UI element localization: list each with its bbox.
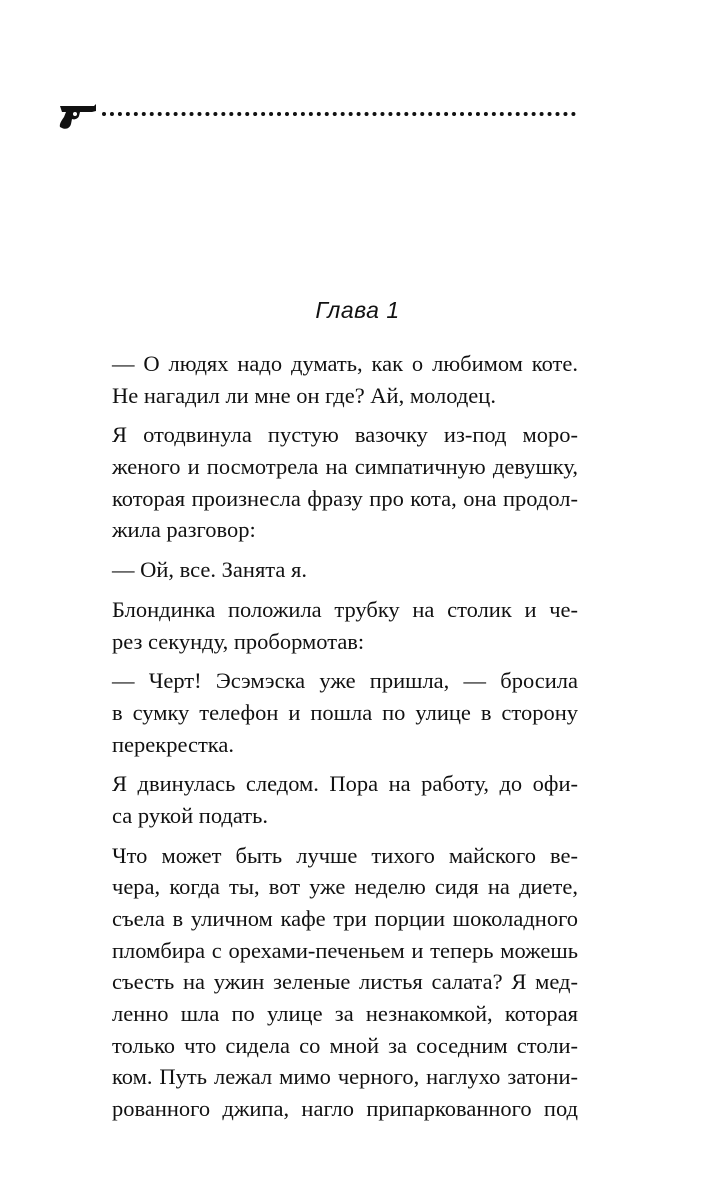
text-line: рованного джипа, нагло припаркованного под bbox=[112, 1096, 578, 1122]
paragraph bbox=[112, 768, 578, 831]
text-line: которая произнесла фразу про кота, она продол- bbox=[112, 485, 578, 511]
text-line: са рукой подать. bbox=[112, 802, 268, 828]
text-line: — Ой, все. Занята я. bbox=[112, 557, 307, 583]
text-line: съесть на ужин зеленые листья салата? Я мед- bbox=[112, 969, 578, 995]
chapter-header-ornament bbox=[58, 100, 578, 136]
text-line: только что сидела со мной за соседним столи- bbox=[112, 1032, 578, 1058]
text-line: Я двинулась следом. Пора на работу, до офи- bbox=[112, 771, 578, 797]
text-line: съела в уличном кафе три порции шоколадного bbox=[112, 906, 578, 931]
text-line: ком. Путь лежал мимо черного, наглухо затони- bbox=[112, 1064, 578, 1090]
chapter-text bbox=[112, 348, 578, 1133]
paragraph bbox=[112, 594, 578, 657]
paragraph bbox=[112, 665, 578, 760]
paragraph bbox=[112, 419, 578, 546]
paragraph bbox=[112, 554, 578, 586]
dotted-rule bbox=[102, 112, 576, 116]
text-line: пломбира с орехами-печеньем и теперь можешь bbox=[112, 937, 578, 963]
text-line: чера, когда ты, вот уже неделю сидя на диете, bbox=[112, 874, 578, 900]
chapter-title: Глава 1 bbox=[315, 297, 400, 323]
paragraph bbox=[112, 840, 578, 1125]
text-line: ленно шла по улице за незнакомкой, которая bbox=[112, 1001, 578, 1027]
revolver-icon bbox=[58, 100, 98, 132]
text-line: Что может быть лучше тихого майского ве- bbox=[112, 842, 578, 868]
text-line: перекрестка. bbox=[112, 731, 235, 757]
text-line: Я отодвинула пустую вазочку из-под моро- bbox=[112, 422, 578, 448]
paragraph bbox=[112, 348, 578, 411]
text-line: женого и посмотрела на симпатичную девушку, bbox=[112, 454, 578, 480]
text-line: в сумку телефон и пошла по улице в сторону bbox=[112, 699, 578, 725]
text-line: Не нагадил ли мне он где? Ай, молодец. bbox=[112, 382, 496, 408]
text-line: рез секунду, пробормотав: bbox=[112, 628, 365, 654]
text-line: Блондинка положила трубку на столик и че- bbox=[112, 596, 578, 622]
text-line: — О людях надо думать, как о любимом коте. bbox=[112, 351, 578, 376]
text-line: жила разговор: bbox=[112, 517, 256, 543]
text-line: — Черт! Эсэмэска уже пришла, — бросила bbox=[112, 668, 578, 694]
